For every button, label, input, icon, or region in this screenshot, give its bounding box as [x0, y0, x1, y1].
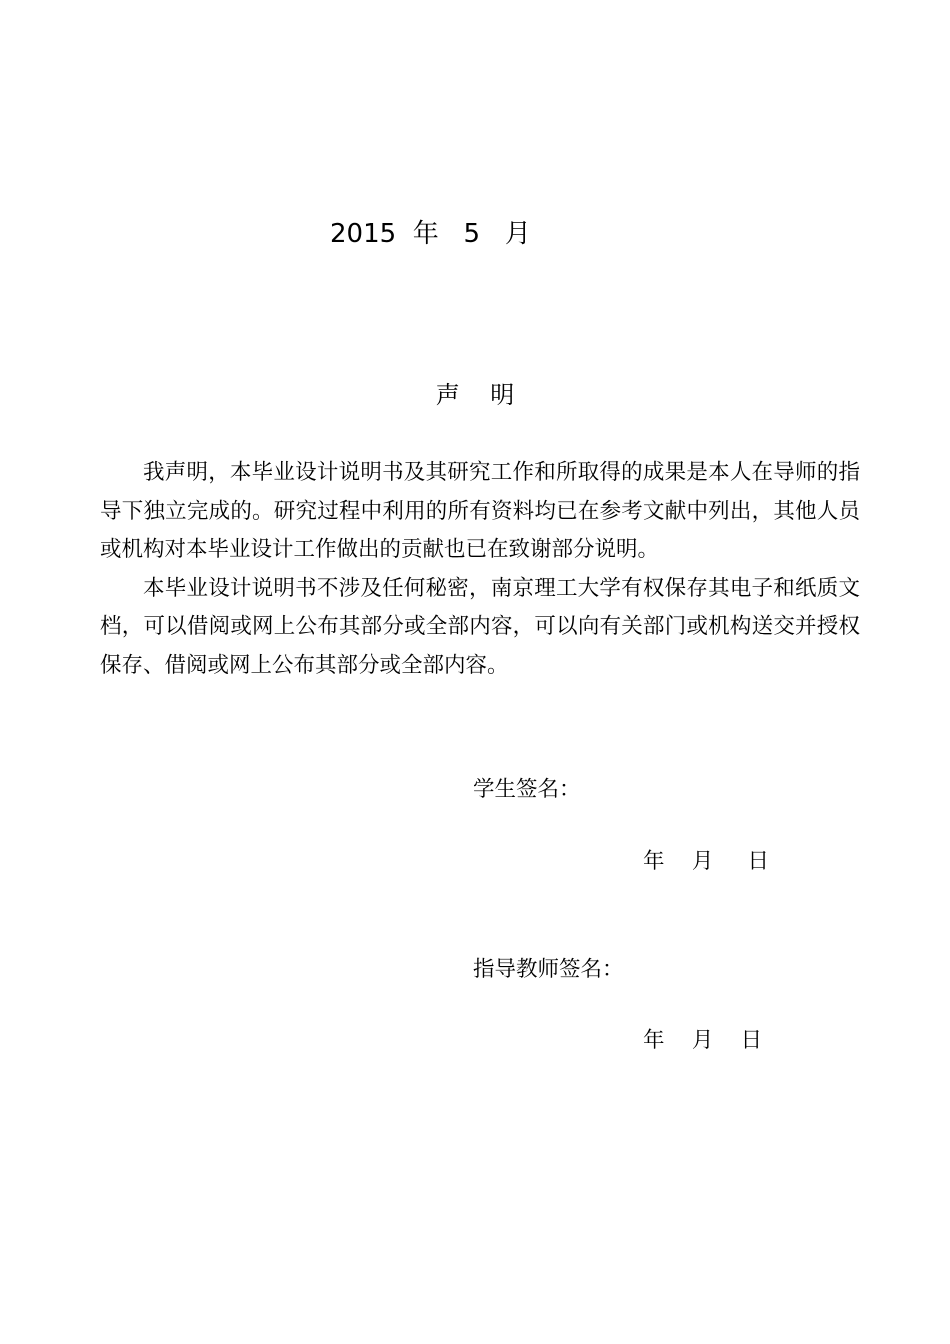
declaration-paragraph: 我声明，本毕业设计说明书及其研究工作和所取得的成果是本人在导师的指导下独立完成的。研究过程中利用的所有资料均已在参考文献中列出，其他人员或机构对本毕业设计工作做出的贡献也已在致谢部分说明。: [100, 460, 860, 562]
declaration-title: 声 明: [435, 381, 515, 409]
cover-date: 2015 年 5 月: [330, 219, 531, 249]
advisor-signature-label: 指导教师签名：: [473, 957, 624, 982]
student-signature-label: 学生签名：: [473, 777, 581, 802]
student-signature-date: 年 月 日: [643, 849, 770, 874]
declaration-paragraph: 本毕业设计说明书不涉及任何秘密，南京理工大学有权保存其电子和纸质文档，可以借阅或网上公布其部分或全部内容，可以向有关部门或机构送交并授权保存、借阅或网上公布其部分或全部内容。: [100, 575, 860, 678]
advisor-signature-date: 年 月 日: [643, 1028, 763, 1053]
declaration-body: [100, 454, 860, 685]
